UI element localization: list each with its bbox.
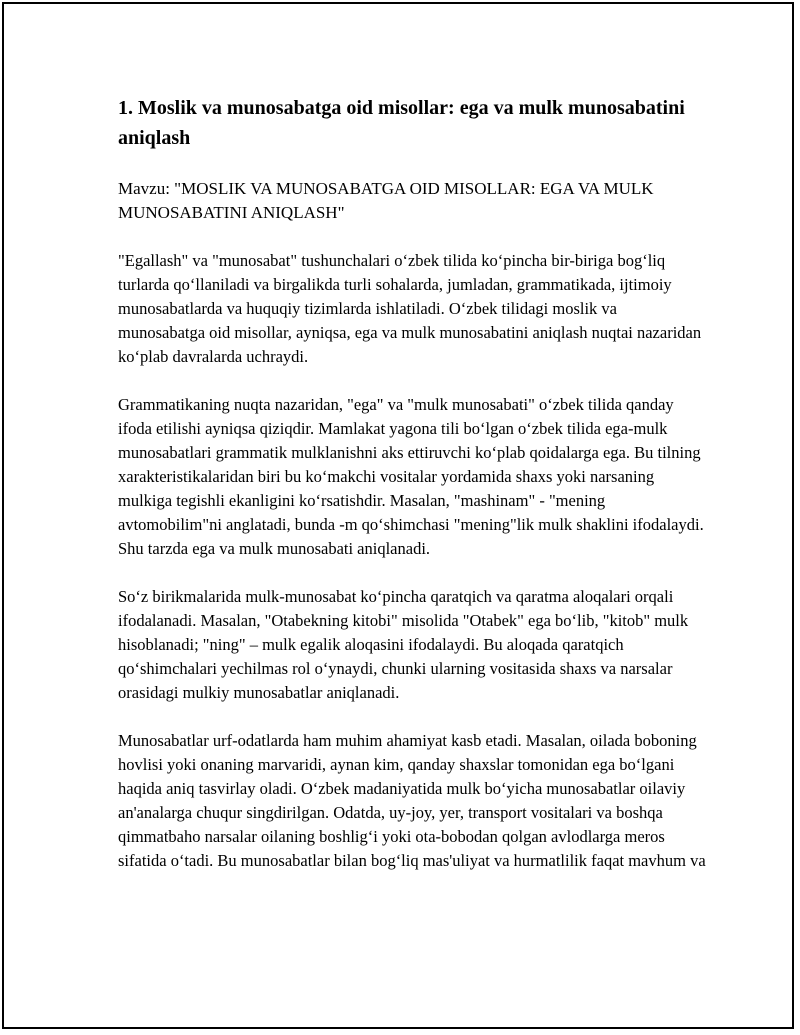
topic-line: Mavzu: "MOSLIK VA MUNOSABATGA OID MISOLLAR: EGA VA MULK MUNOSABATINI ANIQLASH" bbox=[118, 179, 654, 222]
document-body bbox=[118, 93, 708, 897]
paragraph-1: "Egallash" va "munosabat" tushunchalari o‘zbek tilida ko‘pincha bir-biriga bog‘liq turlarda qo‘llaniladi va birgalikda turli sohalarda, jumladan, grammatikada, ijtimoiy munosabatlarda va huquqiy tizimlarda ishlatiladi. O‘zbek tilidagi moslik va munosabatga oid misollar, ayniqsa, ega va mulk munosabatini aniqlash nuqtai nazaridan ko‘plab davralarda uchraydi. bbox=[118, 251, 702, 366]
paragraph-4: Munosabatlar urf-odatlarda ham muhim ahamiyat kasb etadi. Masalan, oilada boboning hovlisi yoki onaning marvaridi, aynan kim, qanday shaxslar tomonidan ega bo‘lgani haqida aniq tasvirlay oladi. O‘zbek madaniyatida mulk bo‘yicha munosabatlar oilaviy an'analarga chuqur singdirilgan. Odatda, uy-joy, yer, transport vositalari va boshqa qimmatbaho narsalar oilaning boshlig‘i yoki ota-bobodan qolgan avlodlarga meros sifatida o‘tadi. Bu munosabatlar bilan bog‘liq mas'uliyat va hurmatlilik faqat mavhum va bbox=[118, 731, 706, 870]
paragraph-3: So‘z birikmalarida mulk-munosabat ko‘pincha qaratqich va qaratma aloqalari orqali ifodalanadi. Masalan, "Otabekning kitobi" misolida "Otabek" ega bo‘lib, "kitob" mulk hisoblanadi; "ning" – mulk egalik aloqasini ifodalaydi. Bu aloqada qaratqich qo‘shimchalari yechilmas rol o‘ynaydi, chunki ularning vositasida shaxs va narsalar orasidagi mulkiy munosabatlar aniqlanadi. bbox=[118, 587, 689, 702]
paragraph-2: Grammatikaning nuqta nazaridan, "ega" va "mulk munosabati" o‘zbek tilida qanday ifoda etilishi ayniqsa qiziqdir. Mamlakat yagona tili bo‘lgan o‘zbek tilida ega-mulk munosabatlari grammatik mulklanishni aks ettiruvchi ko‘plab qoidalarga ega. Bu tilning xarakteristikalaridan biri bu ko‘makchi vositalar yordamida shaxs yoki narsaning mulkiga tegishli ekanligini ko‘rsatishdir. Masalan, "mashinam" - "mening avtomobilim"ni anglatadi, bunda -m qo‘shimchasi "mening"lik mulk shaklini ifodalaydi. Shu tarzda ega va mulk munosabati aniqlanadi. bbox=[118, 395, 704, 558]
section-heading: 1. Moslik va munosabatga oid misollar: ega va mulk munosabatini aniqlash bbox=[118, 97, 685, 149]
